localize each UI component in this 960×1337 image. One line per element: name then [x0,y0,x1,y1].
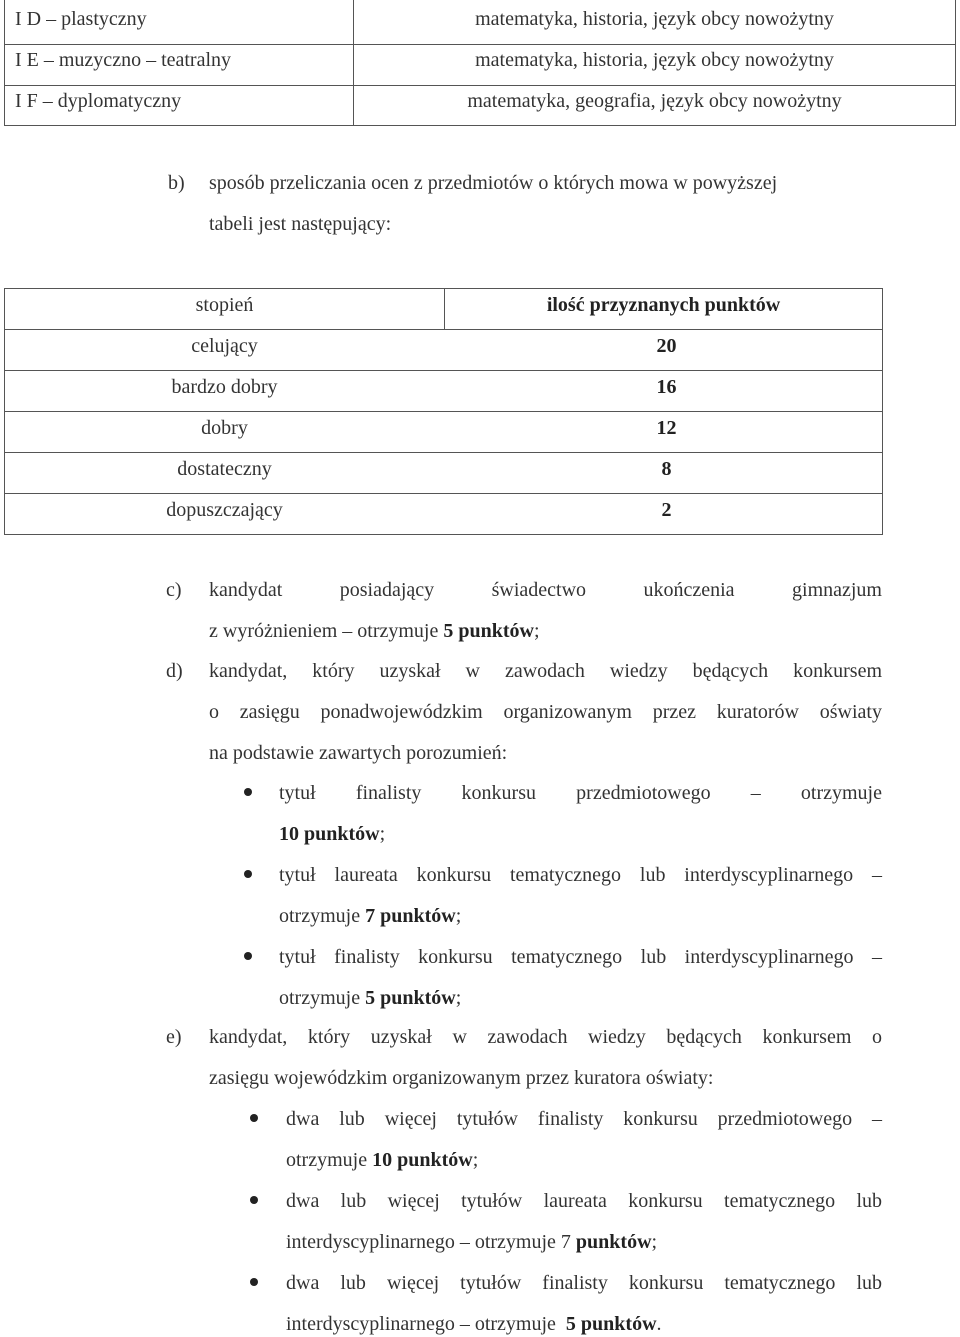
points-value: 5 punktów [443,620,534,642]
section-b-text: sposób przeliczania ocen z przedmiotów o których mowa w powyższej [209,172,778,194]
bullet-icon [250,1196,258,1204]
profiles-table [4,0,956,126]
points-cell: 16 [656,376,677,398]
section-e-text: zasięgu wojewódzkim organizowanym przez kuratora oświaty: [209,1067,714,1089]
grades-table [4,288,883,535]
text-run: ; [455,905,462,927]
row-divider [5,493,882,494]
profile-cell: I E – muzyczno – teatralny [15,49,232,71]
text-run: . [656,1313,662,1335]
text-run: ; [533,620,540,642]
section-b-text: tabeli jest następujący: [209,213,392,235]
points-cell: 2 [661,499,672,521]
section-d-text: na podstawie zawartych porozumień: [209,742,508,764]
section-d-text: kandydat, który uzyskał w zawodach wiedzy będących konkursem [209,660,882,682]
list-marker-e: e) [166,1026,182,1048]
bullet-text: dwa lub więcej tytułów laureata konkursu tematycznego lub [286,1190,882,1212]
subjects-cell: matematyka, historia, język obcy nowożytny [475,8,834,30]
grade-header: stopień [195,294,254,316]
list-marker-d: d) [166,660,183,682]
points-value: 10 punktów [279,823,380,845]
row-divider [5,44,955,45]
bullet-icon [250,1278,258,1286]
bullet-icon [244,952,252,960]
text-run: z wyróżnieniem – otrzymuje [209,620,444,642]
points-cell: 20 [656,335,677,357]
text-run: otrzymuje [279,987,366,1009]
profile-cell: I D – plastyczny [15,8,147,30]
row-divider [5,329,882,330]
text-run: ; [455,987,462,1009]
section-c-text: kandydat posiadający świadectwo ukończenia gimnazjum [209,579,882,601]
bullet-text: tytuł finalisty konkursu przedmiotowego – otrzymuje [279,782,882,804]
points-header: ilość przyznanych punktów [546,294,781,316]
bullet-text: tytuł laureata konkursu tematycznego lub interdyscyplinarnego – [279,864,882,886]
text-run: interdyscyplinarnego – otrzymuje [286,1313,566,1335]
points-cell: 8 [661,458,672,480]
bullet-text: dwa lub więcej tytułów finalisty konkursu tematycznego lub [286,1272,882,1294]
row-divider [5,370,882,371]
grade-cell: dobry [201,417,248,439]
text-run: otrzymuje [286,1149,373,1171]
points-value: 7 punktów [365,905,456,927]
points-cell: 12 [656,417,677,439]
bullet-icon [244,870,252,878]
row-divider [5,411,882,412]
points-value: 5 punktów [565,1313,657,1335]
bullet-text [279,985,461,1011]
points-value: 5 punktów [365,987,456,1009]
text-run: otrzymuje [279,905,366,927]
text-run: ; [379,823,386,845]
row-divider [5,452,882,453]
grade-cell: bardzo dobry [171,376,278,398]
bullet-text [279,903,461,929]
bullet-text: tytuł finalisty konkursu tematycznego lub interdyscyplinarnego – [279,946,882,968]
points-value: 10 punktów [372,1149,473,1171]
bullet-text [286,1147,478,1173]
points-value: punktów [575,1231,652,1253]
bullet-text: dwa lub więcej tytułów finalisty konkursu przedmiotowego – [286,1108,882,1130]
bullet-text [286,1311,662,1337]
text-run: ; [651,1231,658,1253]
profile-cell: I F – dyplomatyczny [15,90,182,112]
grade-cell: dopuszczający [166,499,283,521]
bullet-text [279,821,385,847]
grade-cell: celujący [191,335,258,357]
bullet-icon [250,1114,258,1122]
bullet-icon [244,788,252,796]
text-run: interdyscyplinarnego – otrzymuje 7 [286,1231,576,1253]
text-run: ; [472,1149,479,1171]
list-marker-c: c) [166,579,182,601]
list-marker-b: b) [168,172,185,194]
section-e-text: kandydat, który uzyskał w zawodach wiedzy będących konkursem o [209,1026,882,1048]
subjects-cell: matematyka, geografia, język obcy nowożytny [467,90,842,112]
row-divider [5,85,955,86]
bullet-text [286,1229,657,1255]
section-c-text [209,618,540,644]
section-d-text: o zasięgu ponadwojewódzkim organizowanym przez kuratorów oświaty [209,701,882,723]
grade-cell: dostateczny [177,458,272,480]
subjects-cell: matematyka, historia, język obcy nowożytny [475,49,834,71]
